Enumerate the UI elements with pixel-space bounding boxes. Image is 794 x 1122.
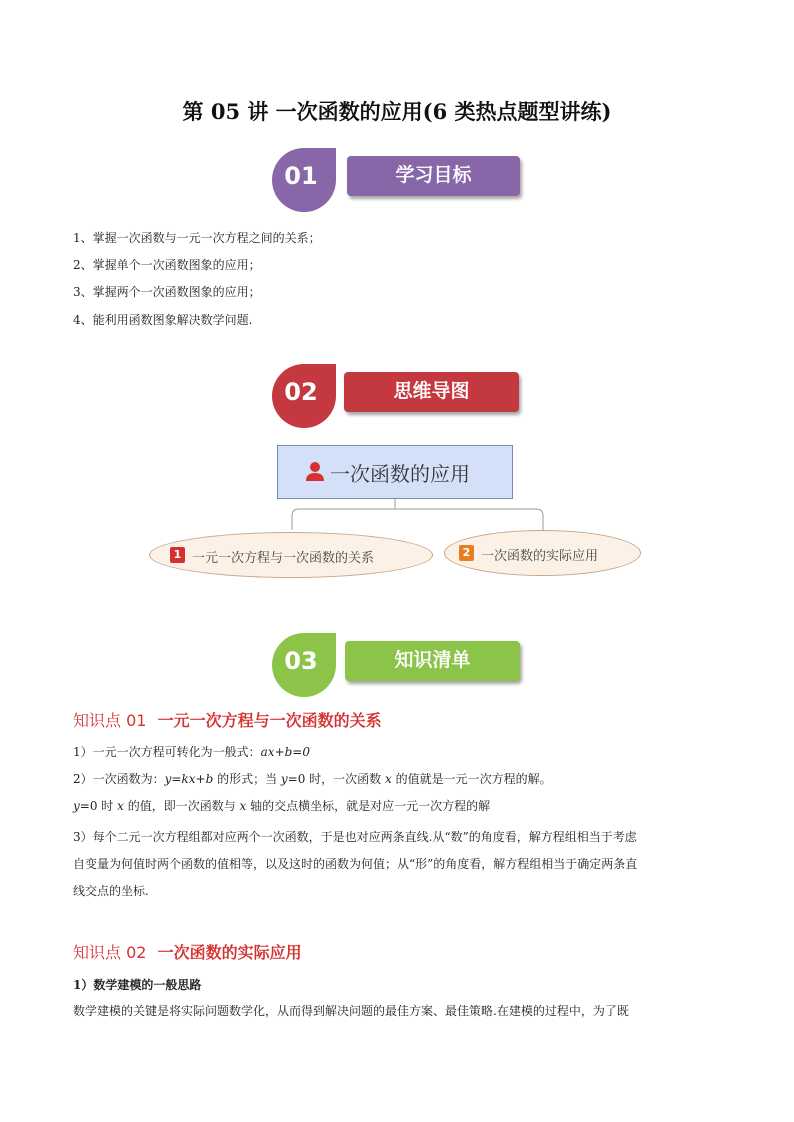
text: =0 时 [79, 799, 118, 813]
paragraph-line: 自变量为何值时两个函数的值相等，以及这时的函数为何值；从“形”的角度看，解方程组相当于确定两条直 [73, 857, 638, 871]
kp2-line-1: 数学建模的关键是将实际问题数学化，从而得到解决问题的最佳方案、最佳策略.在建模的过程中，为了既 [73, 1004, 629, 1018]
var-y: y [280, 772, 288, 786]
text: 轴的交点横坐标，就是对应一元一次方程的解 [246, 799, 491, 813]
function-form: y=kx+b [164, 772, 214, 786]
kp1-line-4 [73, 824, 733, 905]
objective-item: 4、能利用函数图象解决数学问题. [73, 313, 253, 327]
node-number-1: 1 [170, 547, 185, 563]
mindmap-node-2 [444, 530, 641, 576]
text: 的形式；当 [213, 772, 281, 786]
paragraph-line: 线交点的坐标. [73, 884, 149, 898]
kp1-title: 一元一次方程与一次函数的关系 [157, 711, 382, 730]
kp1-line-1 [73, 744, 310, 760]
text: 1）一元一次方程可转化为一般式： [73, 745, 261, 759]
kp2-heading [73, 940, 302, 963]
mindmap-root [277, 445, 513, 499]
section-banner-mindmap: 思维导图 [344, 372, 519, 412]
var-x: x [117, 799, 124, 813]
paragraph-line: 3）每个二元一次方程组都对应两个一次函数，于是也对应两条直线.从“数”的角度看，解方程组相当于考虑 [73, 830, 637, 844]
mindmap-node-1-label: 一元一次方程与一次函数的关系 [192, 551, 375, 566]
var-y: y [73, 799, 80, 813]
kp1-line-3 [73, 798, 490, 814]
kp2-subheading: 1）数学建模的一般思路 [73, 978, 202, 992]
objective-item: 1、掌握一次函数与一元一次方程之间的关系； [73, 231, 321, 245]
objective-item: 3、掌握两个一次函数图象的应用； [73, 285, 261, 299]
kp1-line-2 [73, 771, 552, 787]
text: 的值就是一元一次方程的解。 [391, 772, 552, 786]
text: 的值，即一次函数与 [123, 799, 240, 813]
var-x: x [239, 799, 247, 813]
kp2-label: 知识点 02 [73, 943, 147, 962]
kp1-heading [73, 708, 382, 731]
var-x: x [385, 772, 392, 786]
user-icon [304, 460, 326, 482]
kp1-label: 知识点 01 [73, 711, 147, 730]
kp2-title: 一次函数的实际应用 [157, 943, 302, 962]
mindmap-node-1 [149, 532, 433, 578]
section-banner-objectives: 学习目标 [347, 156, 520, 196]
mindmap-node-2-label: 一次函数的实际应用 [481, 549, 599, 564]
objective-item: 2、掌握单个一次函数图象的应用； [73, 258, 261, 272]
section-number-02: 02 [284, 378, 318, 406]
section-number-01: 01 [284, 162, 318, 190]
equation-general-form: ax+b=0 [260, 745, 310, 759]
text: =0 时，一次函数 [287, 772, 385, 786]
mindmap-root-label: 一次函数的应用 [330, 462, 470, 486]
section-number-03: 03 [284, 647, 318, 675]
node-number-2: 2 [459, 545, 474, 561]
section-badge-03 [272, 633, 336, 697]
text: 2）一次函数为： [73, 772, 165, 786]
page-title: 第 05 讲 一次函数的应用(6 类热点题型讲练) [182, 99, 612, 124]
section-banner-knowledge: 知识清单 [345, 641, 520, 681]
